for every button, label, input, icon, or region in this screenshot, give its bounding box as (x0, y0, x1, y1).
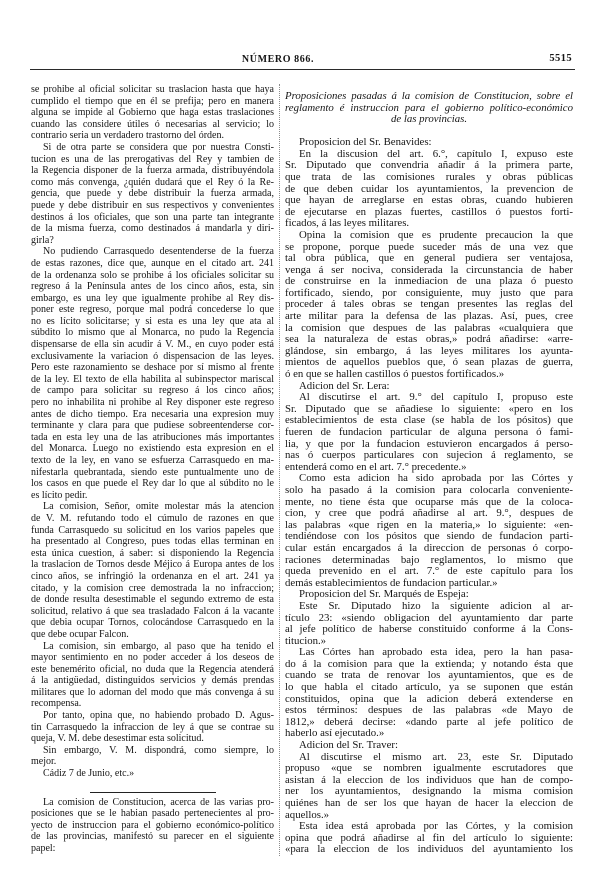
text-line: de estas razones, dice que, aunque en el citado art. 241 (31, 257, 274, 269)
text-line: establecimientos de esta clase (se habla de los pósitos) que (285, 415, 573, 427)
text-line: de las provincias, manifestó su parecer en el siguiente (31, 831, 274, 843)
header-rule (30, 69, 575, 70)
text-line: las palabras «que rigen en la materia,» lo siguiente: «en- (285, 519, 573, 531)
text-line: se prohibe al oficial solicitar su traslacion hasta que haya (31, 84, 274, 95)
text-line: mejor. (31, 756, 57, 768)
proposal-label: Proposicion del Sr. Marqués de Espeja: (299, 589, 469, 601)
text-line: es lícito pedir. (31, 489, 88, 501)
text-line: tada en esta ley una de las atribuciones más importantes (31, 431, 274, 443)
section-heading-line: reglamento é instruccion para el gobierno político-económico (285, 102, 573, 114)
dateline: Cádiz 7 de Junio, etc.» (43, 768, 135, 780)
text-line: estos términos: despues de las palabras «de Mayo de (285, 705, 573, 717)
text-line: gencia, que puede y debe distribuir la fuerza armada, (31, 188, 274, 200)
text-line: entenderá como en el art. 7.° precedente.» (285, 461, 467, 473)
text-line: cuando las considere útiles ó necesarias al servicio; lo (31, 118, 274, 130)
text-line: tin Carrasquedo la infraccion de ley á que se contrae su (31, 721, 274, 733)
text-line: tal obra pública, que en general pudiera ser ventajosa, (285, 253, 573, 265)
text-line: Por tanto, opina que, no habiendo probado D. Agus- (43, 710, 274, 722)
text-line: que debia ocupar Tornos, colocándose Carrasquedo en la (31, 617, 274, 629)
text-line: pero no inhabilita ni prohibe al Rey disponer este regreso (31, 397, 274, 409)
text-line: ner los ayuntamientos, designando la misma comision (285, 786, 573, 798)
text-line: texto de la ley, en vano se esfuerza Carrasquedo en ma- (31, 455, 274, 466)
text-line: de campo para solicitar su regreso á los cinco años; (31, 385, 274, 397)
text-line: cinco años, se infringió la ordenanza en el art. 241 ya (31, 570, 274, 582)
text-line: cion, y cree que podrá añadirse al art. 9.°, despues de (285, 508, 573, 520)
text-line: la traslacion de Tornos desde Méjico á Europa antes de los (31, 559, 274, 571)
text-line: antes de dicho tiempo. Era necesaria una expresion muy (31, 408, 274, 420)
text-line: de donde resulta desestimable el segundo extremo de esta (31, 594, 274, 606)
text-line: mayor sentimiento en no poder acceder á los deseos de (31, 652, 274, 664)
text-line: de la misma fuerza, como destinados á mandarla y diri- (31, 223, 274, 235)
section-heading-line: de las provincias. (390, 114, 468, 126)
text-line: yecto de instruccion para el gobierno económico-político (31, 819, 274, 831)
text-line: Si de otra parte se considera que por nuestra Consti- (43, 141, 274, 153)
text-line: de construirse en la inmediacion de una plaza ó puesto (285, 276, 573, 288)
text-line: Esta idea está aprobada por las Córtes, y la comision (299, 821, 573, 833)
text-line: cular están encargados á la direccion de personas ó corpo- (285, 542, 573, 554)
text-line: glándose, sin embargo, á las leyes militares los ayunta- (285, 345, 573, 357)
text-line: terminante y clara para que pudiese sobreentenderse cor- (31, 420, 274, 432)
text-line: queja, V. M. debe desestimar esta solicitud. (31, 733, 204, 745)
text-line: mientos de aquellos pueblos que, ó sean plazas de guerra, (285, 357, 573, 369)
text-line: que trata de las comisiones rurales y obras públicas (285, 171, 573, 183)
text-line: haberlo así ejecutado.» (285, 728, 385, 740)
text-line: constituidos, opina que la adicion deberá extenderse en (285, 693, 573, 705)
text-line: La comision, sin embargo, al paso que ha tenido el (43, 640, 274, 652)
text-line: de V. M. refutando todo el cúmulo de razones en que (31, 512, 274, 524)
text-line: mente, no tiene ésta que ocuparse más que de la coloca- (285, 496, 573, 508)
text-line: Pero este razonamiento se deshace por sí mismo al frente (31, 362, 274, 374)
text-line: de ejecutarse en plazas fuertes, castillos ó puestos forti- (285, 206, 573, 218)
text-line: ficados, á las leyes militares. (285, 218, 410, 230)
text-line: solicitud, relativo á que sea trasladado Falcon á la vacante (31, 605, 274, 617)
text-line: papel: (31, 843, 56, 854)
text-line: Sr. Diputado que convendria añadir á la primera parte, (285, 160, 573, 172)
text-line: Las Córtes han aprobado esta idea, pero la han pasa- (299, 647, 573, 659)
text-line: proceder á tales obras se tengan presentes las reglas del (285, 299, 573, 311)
text-line: quiénes han de ser los que hayan de hacer la eleccion de (285, 798, 573, 810)
text-line: queda prevenido en el art. 7.° de este capítulo para los (285, 566, 573, 578)
text-line: tendiéndose con los pósitos que siendo de fundacion parti- (285, 531, 573, 543)
text-line: citado, y la comision cree demostrada la no infraccion; (31, 582, 274, 594)
text-line: lia, y que por la fundacion estuvieron encargados á perso- (285, 438, 573, 450)
text-line: opina que podrá añadirse al fin del artículo lo siguiente: (285, 832, 573, 844)
text-line: se propone, porque puede suceder más de una vez que (285, 241, 573, 253)
proposal-label: Proposicion del Sr. Benavides: (299, 137, 432, 149)
text-line: alguna se impide al Gobierno que haga estas traslaciones (31, 107, 274, 119)
text-line: Como esta adicion ha sido aprobada por las Córtes y (299, 473, 573, 485)
text-line: Al discutirse el mismo art. 23, este Sr. Diputado (299, 751, 573, 763)
text-line: tículo 23: «siendo obligacion del ayuntamiento dar parte (285, 612, 573, 624)
text-line: Sin embargo, V. M. dispondrá, como siempre, lo (43, 744, 274, 756)
text-line: venga á ser nociva, considerada la circunstancia de haber (285, 264, 573, 276)
text-line: posiciones que se le habian pasado pertenecientes al pro- (31, 808, 274, 820)
text-line: titucion.» (285, 635, 327, 647)
section-divider (31, 780, 274, 797)
text-line: ó en que se hallen castillos ó puestos fortificados.» (285, 369, 505, 381)
text-line: poner este regreso, porque mal podrá concederse lo que (31, 304, 274, 316)
text-line: solo ha pasado á la comision para colocarla conveniente- (285, 484, 573, 496)
text-line: La comision, Señor, omite molestar más la atencion (43, 501, 274, 513)
text-line: ha presentado al Congreso, pues todas ellas terminan en (31, 536, 274, 548)
text-line: 1812,» deberá decirse: «dando parte al jefe político de (285, 716, 573, 728)
text-line: la comision que despues de las palabras «cualquiera que (285, 322, 573, 334)
section-heading-line: Proposiciones pasadas á la comision de Constitucion, sobre el (285, 91, 573, 102)
proposal-label: Adicion del Sr. Traver: (299, 740, 398, 752)
text-line: tucion es una de las prerogativas del Rey y tambien de (31, 153, 274, 165)
text-line: que debe ocupar Falcon. (31, 628, 129, 640)
proposal-label: Adicion del Sr. Lera: (299, 380, 390, 392)
text-line: cumplido el tiempo que en él se prefija; pero en manera (31, 95, 274, 107)
text-line: del Monarca. Luego no existiendo esta expresion en el (31, 443, 274, 455)
text-line: fueren de fundacion particular de alguna persona ó fami- (285, 427, 573, 439)
text-line: aquellos.» (285, 809, 330, 821)
text-line: destinos á los oficiales, que son una parte tan integrante (31, 211, 274, 223)
text-line: dispensarse de ella sin acudir á V. M., en cuyo poder está (31, 339, 274, 351)
text-line: raciones determinadas bajo reglamentos, lo mismo que (285, 554, 573, 566)
text-line: la Regencia disponer de la fuerza armada, distribuyéndola (31, 165, 274, 177)
text-line: funda Carrasquedo su solicitud en los varios papeles que (31, 524, 274, 536)
text-line: no es lícito solicitarse; y si esta es una ley que ata al (31, 315, 274, 327)
text-line: regreso á la Península antes de los cinco años, esta, sin (31, 281, 274, 293)
text-line: nas ó cuerpos particulares con sujecion á reglamento, se (285, 450, 573, 462)
divider-rule (90, 792, 216, 793)
text-line: súbdito lo mismo que al Monarca, no pudo la Regencia (31, 327, 274, 339)
text-line: de la ordenanza solo se prohibe á los oficiales solicitar su (31, 269, 274, 281)
text-line: al jefe político de haberse constituido conforme á la Cons- (285, 624, 573, 636)
text-line: este benemérito oficial, no duda que la Regencia atenderá (31, 663, 274, 675)
text-line: esta única cuestion, á saber: si disponiendo la Regencia (31, 547, 274, 559)
left-column (31, 84, 274, 855)
page-number: 5515 (549, 53, 572, 64)
text-line: do á la comision para que la extienda; y notando ésta que (285, 658, 573, 670)
text-line: propuso «que se nombren igualmente escrutadores que (285, 763, 573, 775)
text-line: á la antigüedad, distinguidos servicios y demás prendas (31, 675, 274, 687)
text-line: Sr. Diputado que se añadiese lo siguiente: «pero en los (285, 403, 573, 415)
text-line: arte militar para la defensa de las plazas. Así, pues, cree (285, 311, 573, 323)
text-line: asistan á la eleccion de los individuos que han de compo- (285, 774, 573, 786)
text-line: «para la eleccion de los individuos del ayuntamiento los (285, 844, 573, 856)
text-line: La comision de Constitucion, acerca de las varias pro- (43, 796, 274, 808)
text-line: girla? (31, 234, 54, 246)
text-line: de la ley. El texto de ella habilita al subinspector mariscal (31, 373, 274, 385)
text-line: cuando se trata de renovar los ayuntamientos, que es de (285, 670, 573, 682)
text-line: como más convenga, ¿quién dudará que el Rey ó la Re- (31, 176, 274, 188)
text-line: fortificado, siendo, por consiguiente, muy justo que para (285, 287, 573, 299)
text-line: lo que habla el citado artículo, ya se suponen que están (285, 682, 573, 694)
text-line: exclusivamente la variacion ó dispensacion de las leyes. (31, 350, 274, 362)
text-line: demás establecimientos de fundacion particular.» (285, 577, 498, 589)
text-line: los casos en que puede el Rey dar lo que al súbdito no le (31, 478, 274, 490)
text-line: puede y debe distribuir en sus respectivos y convenientes (31, 199, 274, 211)
text-line: Este Sr. Diputado hizo la siguiente adicion al ar- (299, 600, 573, 612)
right-column (285, 91, 573, 856)
text-line: que hayan de arreglarse en estas obras, cuando hubieren (285, 195, 573, 207)
text-line: embargo, es una ley que igualmente prohibe al Rey dis- (31, 292, 274, 304)
text-line: Al discutirse el art. 9.° del capítulo I, propuso este (299, 392, 573, 404)
text-line: contrario seria un verdadero trastorno del órden. (31, 130, 224, 142)
issue-number: NÚMERO 866. (241, 54, 315, 65)
text-line: No pudiendo Carrasquedo desentenderse de la fuerza (43, 246, 274, 258)
text-line: En la discusion del art. 6.°, capítulo I, expuso este (299, 148, 573, 160)
text-line: Opina la comision que es prudente precaucion la que (299, 229, 573, 241)
column-divider (279, 84, 280, 856)
text-line: nifestarla quebrantada, siendo este puntualmente uno de (31, 466, 274, 478)
text-line: recompensa. (31, 698, 82, 710)
text-line: de que deben cuidar los ayuntamientos, la prevencion de (285, 183, 573, 195)
text-line: sea la naturaleza de estas obras,» podrá añadirse: «arre- (285, 334, 573, 346)
text-line: militares que lo adornan del modo que más convenga á su (31, 686, 274, 698)
